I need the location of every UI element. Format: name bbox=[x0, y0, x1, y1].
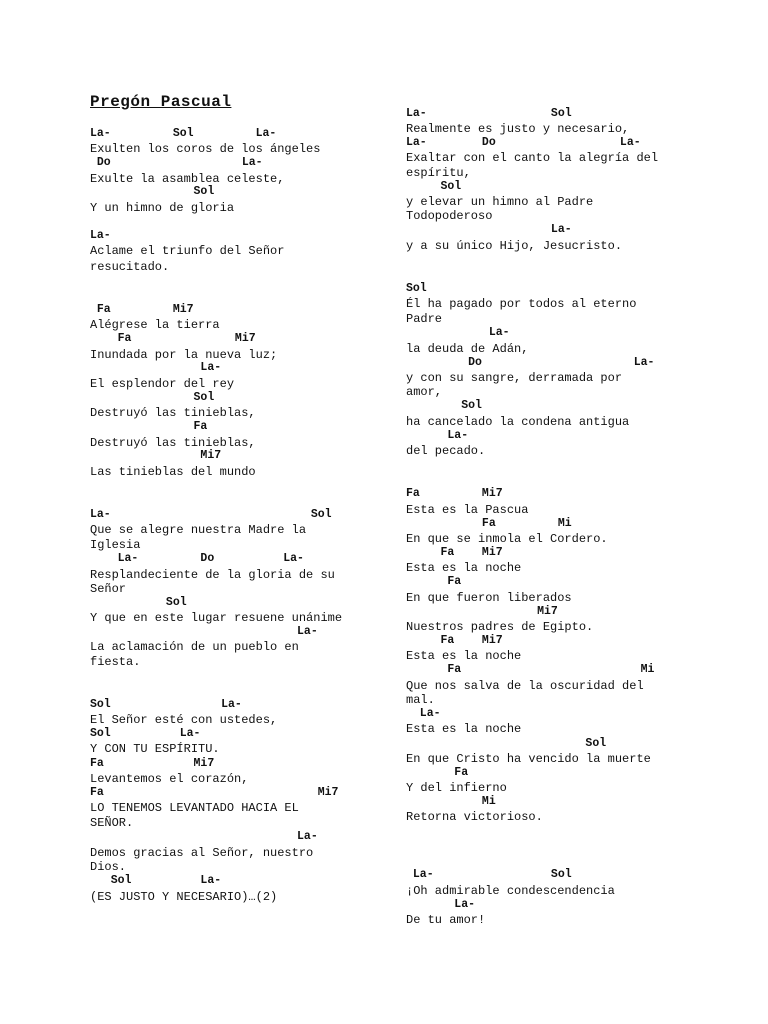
lyric-line: Esta es la noche bbox=[406, 561, 522, 575]
chord-line: La- Do La- bbox=[406, 136, 641, 149]
chord-line: Fa Mi7 bbox=[90, 303, 194, 316]
lyric-line: Que nos salva de la oscuridad del bbox=[406, 679, 644, 693]
lyric-line: Las tinieblas del mundo bbox=[90, 465, 256, 479]
lyric-line: Todopoderoso bbox=[406, 209, 493, 223]
lyric-line: espíritu, bbox=[406, 166, 471, 180]
lyric-line: Y un himno de gloria bbox=[90, 201, 235, 215]
lyric-line: del pecado. bbox=[406, 444, 486, 458]
page-title: Pregón Pascual bbox=[90, 93, 232, 111]
chord-line: Sol bbox=[406, 737, 607, 750]
lyric-line: Exulte la asamblea celeste, bbox=[90, 172, 285, 186]
lyric-line: y a su único Hijo, Jesucristo. bbox=[406, 239, 623, 253]
lyric-line: Exulten los coros de los ángeles bbox=[90, 142, 321, 156]
chord-line: La- bbox=[90, 830, 318, 843]
lyric-line: Alégrese la tierra bbox=[90, 318, 220, 332]
lyric-line: Esta es la Pascua bbox=[406, 503, 529, 517]
lyric-line: En que Cristo ha vencido la muerte bbox=[406, 752, 651, 766]
chord-line: La- Do La- bbox=[90, 552, 304, 565]
lyric-line: ¡Oh admirable condescendencia bbox=[406, 884, 615, 898]
chord-line: Fa bbox=[90, 420, 208, 433]
chord-line: Sol bbox=[90, 596, 187, 609]
lyric-line: Esta es la noche bbox=[406, 722, 522, 736]
chord-line: Fa Mi7 bbox=[406, 634, 503, 647]
chord-line: Fa Mi7 bbox=[90, 786, 339, 799]
lyric-line: resucitado. bbox=[90, 260, 170, 274]
chord-line: Sol bbox=[406, 180, 462, 193]
lyric-line: SEÑOR. bbox=[90, 816, 134, 830]
lyric-line: Que se alegre nuestra Madre la bbox=[90, 523, 307, 537]
chord-line: La- bbox=[406, 223, 572, 236]
lyric-line: Destruyó las tinieblas, bbox=[90, 406, 256, 420]
chord-line: La- Sol bbox=[90, 508, 332, 521]
chord-line: Sol La- bbox=[90, 698, 242, 711]
chord-line: La- bbox=[406, 429, 469, 442]
chord-line: La- Sol La- bbox=[90, 127, 277, 140]
lyric-line: El esplendor del rey bbox=[90, 377, 235, 391]
chord-line: La- bbox=[406, 707, 441, 720]
lyric-line: Él ha pagado por todos al eterno bbox=[406, 297, 637, 311]
chord-line: La- bbox=[90, 229, 111, 242]
lyric-line: la deuda de Adán, bbox=[406, 342, 529, 356]
lyric-line: (ES JUSTO Y NECESARIO)…(2) bbox=[90, 890, 278, 904]
chord-line: Sol La- bbox=[90, 727, 201, 740]
lyric-line: Realmente es justo y necesario, bbox=[406, 122, 630, 136]
lyric-line: Retorna victorioso. bbox=[406, 810, 543, 824]
chord-line: Sol La- bbox=[90, 874, 222, 887]
chord-line: Sol bbox=[90, 391, 215, 404]
lyric-line: Inundada por la nueva luz; bbox=[90, 348, 278, 362]
lyric-line: Padre bbox=[406, 312, 443, 326]
chord-line: La- bbox=[90, 361, 222, 374]
lyric-line: El Señor esté con ustedes, bbox=[90, 713, 278, 727]
lyric-line: LO TENEMOS LEVANTADO HACIA EL bbox=[90, 801, 299, 815]
lyric-line: Y que en este lugar resuene unánime bbox=[90, 611, 343, 625]
lyric-line: La aclamación de un pueblo en bbox=[90, 640, 299, 654]
lyric-line: En que se inmola el Cordero. bbox=[406, 532, 608, 546]
lyric-line: Esta es la noche bbox=[406, 649, 522, 663]
lyric-line: amor, bbox=[406, 385, 443, 399]
chord-line: Fa Mi7 bbox=[90, 332, 256, 345]
chord-line: Fa bbox=[406, 766, 469, 779]
chord-line: Sol bbox=[406, 399, 482, 412]
lyric-line: Señor bbox=[90, 582, 127, 596]
chord-line: Sol bbox=[406, 282, 427, 295]
lyric-line: Nuestros padres de Egipto. bbox=[406, 620, 594, 634]
chord-line: Fa Mi bbox=[406, 663, 655, 676]
lyric-line: mal. bbox=[406, 693, 435, 707]
chord-line: La- Sol bbox=[406, 868, 572, 881]
lyric-line: ha cancelado la condena antigua bbox=[406, 415, 630, 429]
lyric-line: Iglesia bbox=[90, 538, 141, 552]
chord-line: La- bbox=[406, 326, 510, 339]
lyric-line: Y del infierno bbox=[406, 781, 507, 795]
lyric-line: Dios. bbox=[90, 860, 127, 874]
lyric-line: Demos gracias al Señor, nuestro bbox=[90, 846, 314, 860]
lyric-line: Levantemos el corazón, bbox=[90, 772, 249, 786]
chord-line: Do La- bbox=[406, 356, 655, 369]
lyric-line: y elevar un himno al Padre bbox=[406, 195, 594, 209]
chord-line: Sol bbox=[90, 185, 215, 198]
chord-line: Mi7 bbox=[406, 605, 558, 618]
lyric-line: Y CON TU ESPÍRITU. bbox=[90, 742, 220, 756]
lyric-line: Destruyó las tinieblas, bbox=[90, 436, 256, 450]
chord-line: La- Sol bbox=[406, 107, 572, 120]
chord-line: La- bbox=[90, 625, 318, 638]
chord-line: La- bbox=[406, 898, 476, 911]
lyric-line: De tu amor! bbox=[406, 913, 486, 927]
chord-line: Fa bbox=[406, 575, 462, 588]
lyric-line: Resplandeciente de la gloria de su bbox=[90, 568, 335, 582]
chord-line: Mi bbox=[406, 795, 496, 808]
lyric-line: fiesta. bbox=[90, 655, 141, 669]
chord-line: Fa Mi7 bbox=[90, 757, 215, 770]
lyric-line: Exaltar con el canto la alegría del bbox=[406, 151, 659, 165]
chord-line: Fa Mi bbox=[406, 517, 572, 530]
chord-line: Mi7 bbox=[90, 449, 222, 462]
lyric-line: y con su sangre, derramada por bbox=[406, 371, 623, 385]
chord-line: Fa Mi7 bbox=[406, 487, 503, 500]
chord-line: Do La- bbox=[90, 156, 263, 169]
lyric-line: Aclame el triunfo del Señor bbox=[90, 244, 285, 258]
chord-line: Fa Mi7 bbox=[406, 546, 503, 559]
lyric-line: En que fueron liberados bbox=[406, 591, 572, 605]
